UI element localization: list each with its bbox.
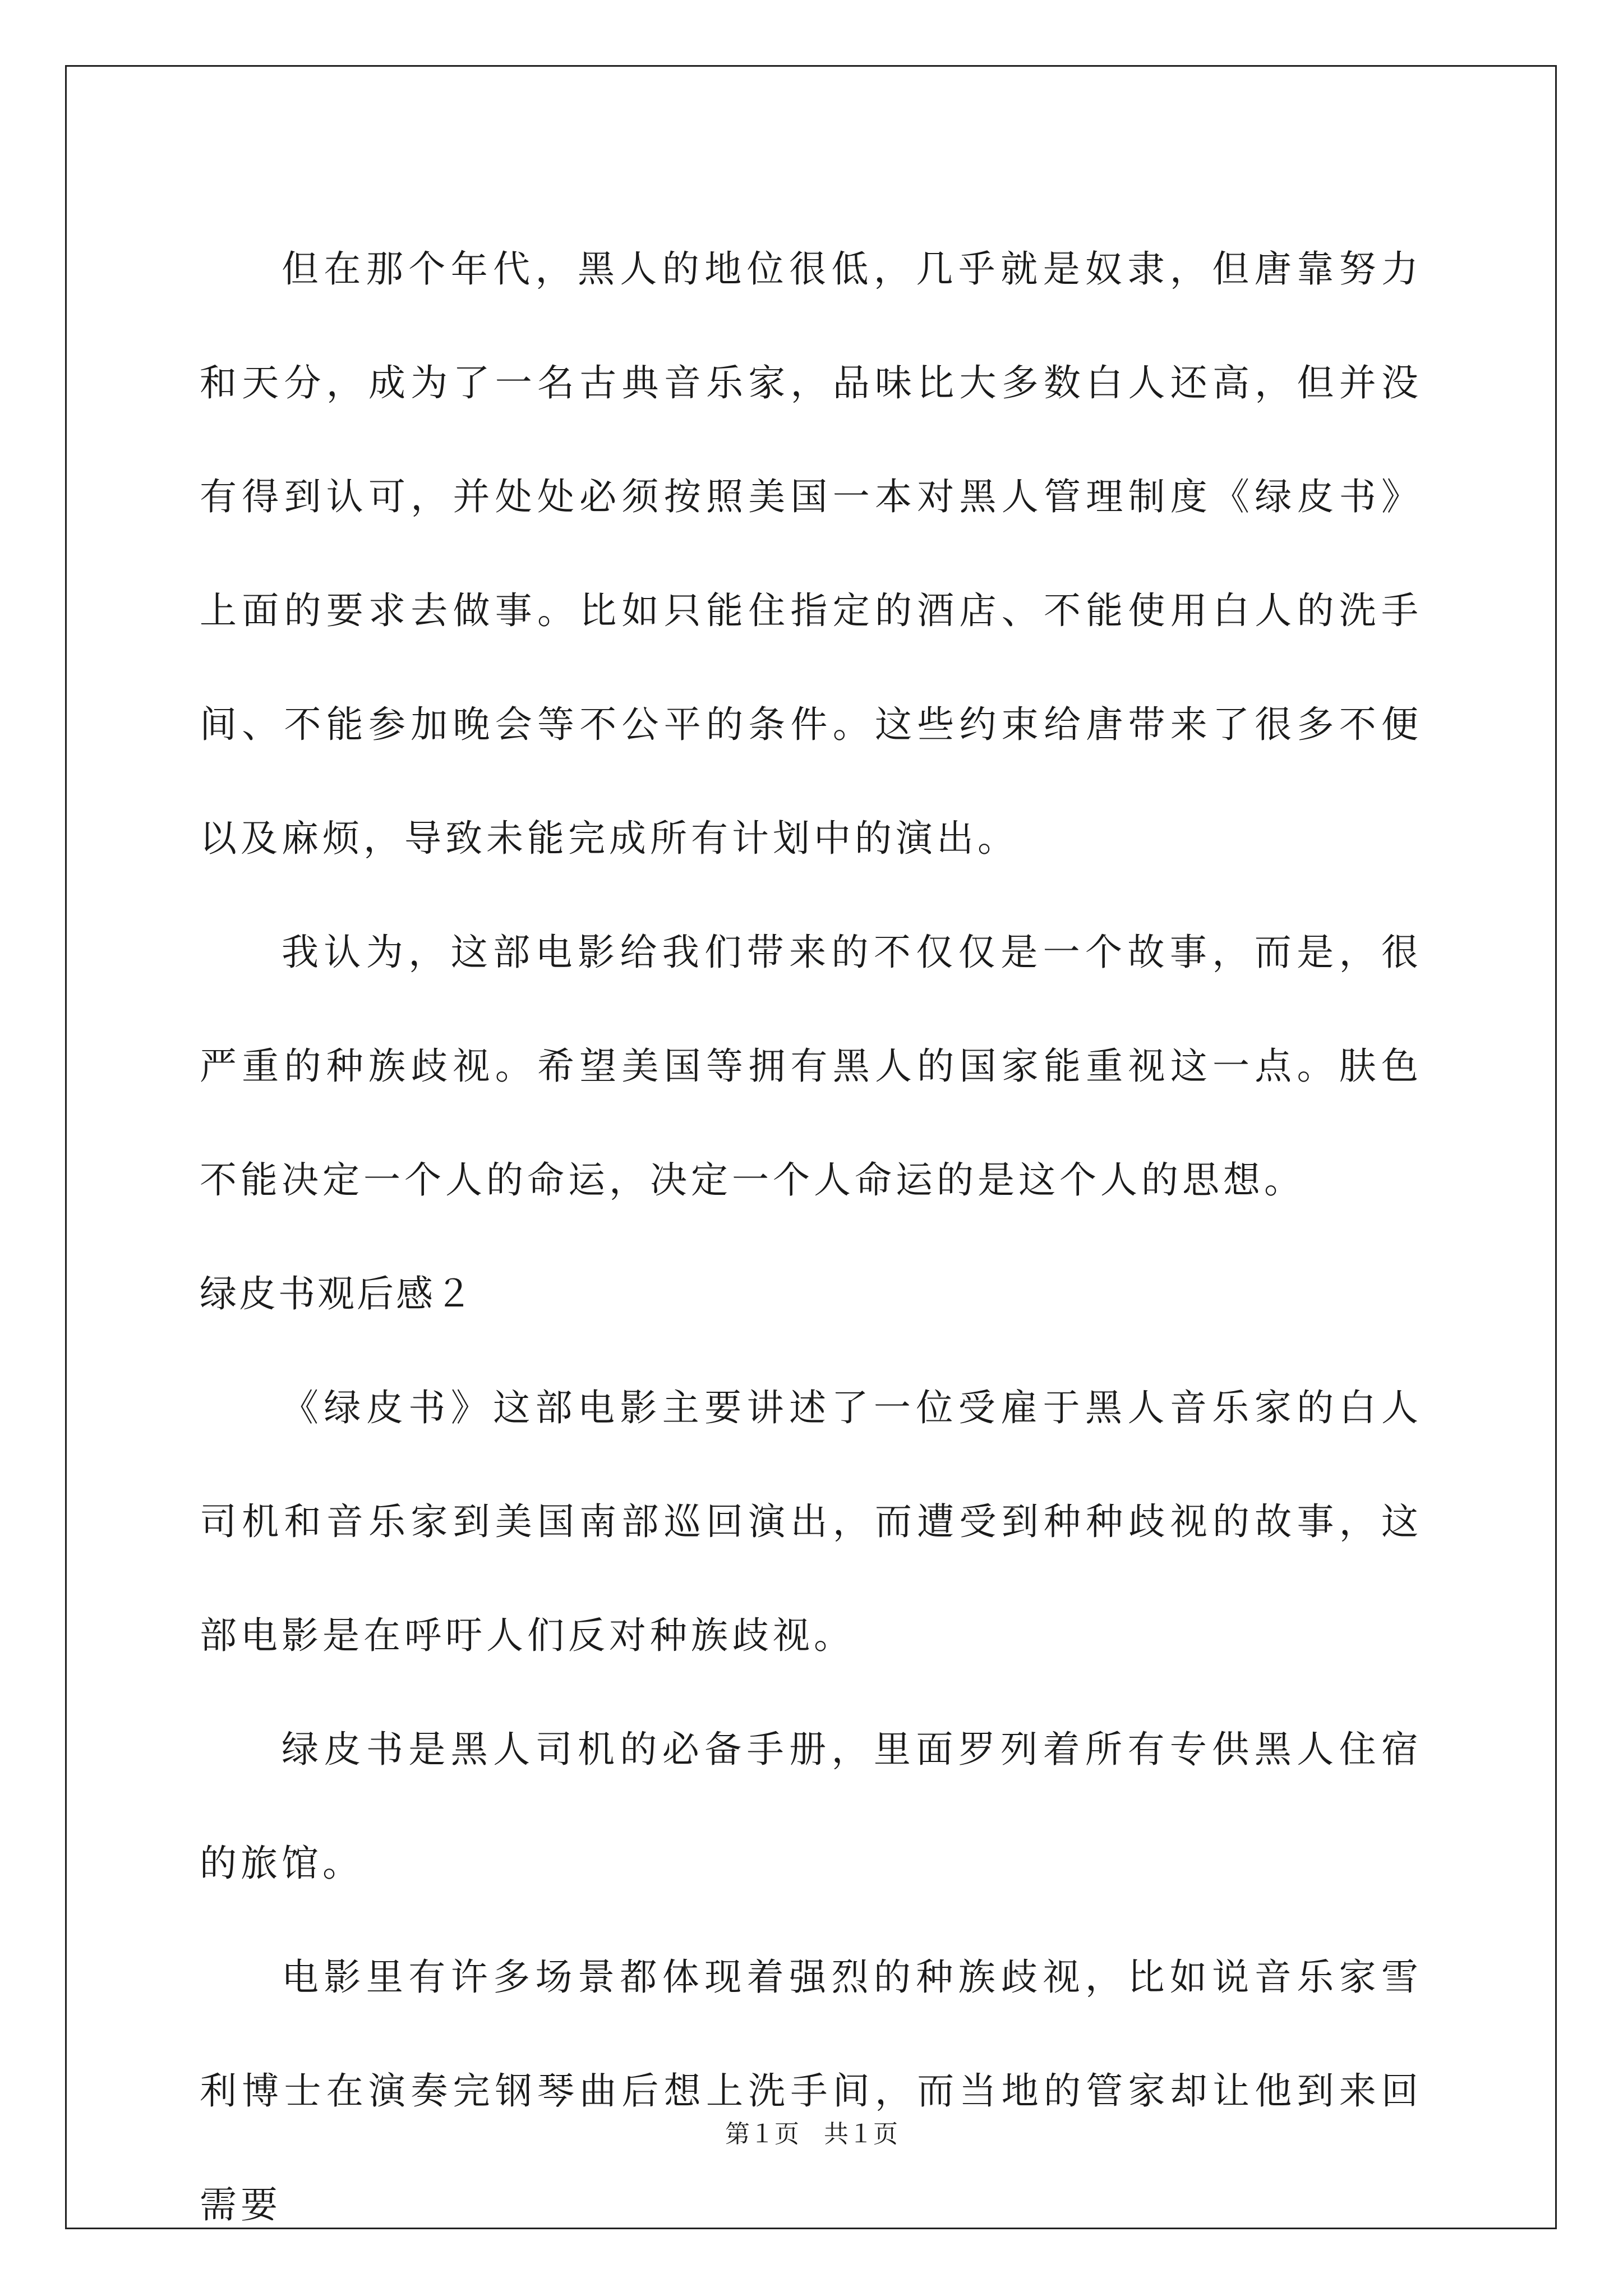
paragraph: 电影里有许多场景都体现着强烈的种族歧视，比如说音乐家雪利博士在演奏完钢琴曲后想上洗手间，而当地的管家却让他到来回需要 [200, 1955, 1422, 2226]
paragraph: 《绿皮书》这部电影主要讲述了一位受雇于黑人音乐家的白人司机和音乐家到美国南部巡回演出，而遭受到种种歧视的故事，这部电影是在呼吁人们反对种族歧视。 [200, 1386, 1422, 1657]
paragraph: 但在那个年代，黑人的地位很低，几乎就是奴隶，但唐靠努力和天分，成为了一名古典音乐家，品味比大多数白人还高，但并没有得到认可，并处处必须按照美国一本对黑人管理制度《绿皮书》上面的要求去做事。比如只能住指定的酒店、不能使用白人的洗手间、不能参加晚会等不公平的条件。这些约束给唐带来了很多不便以及麻烦，导致未能完成所有计划中的演出。 [200, 247, 1422, 860]
document-body [200, 212, 1422, 2262]
section-heading: 绿皮书观后感２ [200, 1272, 474, 1315]
paragraph: 我认为，这部电影给我们带来的不仅仅是一个故事，而是，很严重的种族歧视。希望美国等拥有黑人的国家能重视这一点。肤色不能决定一个人的命运，决定一个人命运的是这个人的思想。 [200, 931, 1422, 1202]
page-number-footer: 第１页 共１页 [725, 2120, 898, 2148]
paragraph: 绿皮书是黑人司机的必备手册，里面罗列着所有专供黑人住宿的旅馆。 [200, 1728, 1422, 1885]
